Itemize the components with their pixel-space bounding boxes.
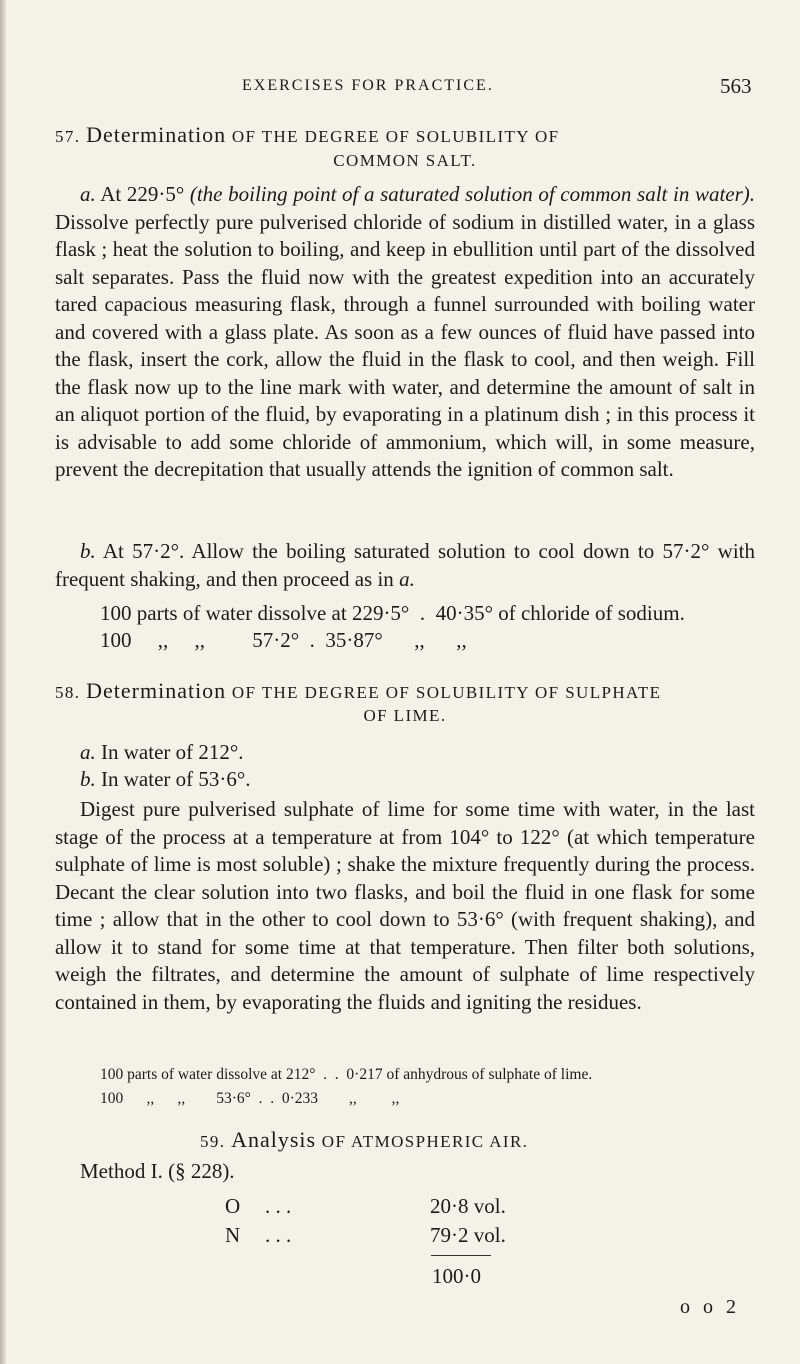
list-item [80, 767, 251, 792]
leader-dots: . . . [265, 1223, 292, 1247]
running-header [0, 74, 800, 104]
item-label: b. [80, 539, 96, 563]
leader-dots: . . . [265, 1194, 292, 1218]
section-57-paragraph-a [55, 181, 755, 484]
item-label: b. [80, 767, 96, 791]
italic-note: (the boiling point of a saturated solution of common salt in water). [189, 182, 756, 206]
result-line: 100 parts of water dissolve at 229·5° . 40·35° of chloride of sodium. [100, 601, 685, 625]
heading-text: OF ATMOSPHERIC AIR. [321, 1132, 529, 1151]
heading-text: OF THE DEGREE OF SOLUBILITY OF SULPHATE [231, 683, 662, 702]
header-title: EXERCISES FOR PRACTICE. [242, 77, 494, 94]
section-number: 57. [55, 127, 81, 146]
item-text: In water of 53·6°. [101, 767, 251, 791]
section-number: 58. [55, 683, 81, 702]
section-58-heading-line2: OF LIME. [363, 706, 447, 725]
result-line: 100 parts of water dissolve at 212° . . 0·217 of anhydrous of sulphate of lime. [100, 1066, 593, 1083]
page-number: 563 [720, 74, 752, 98]
heading-lead-word: Analysis [231, 1127, 317, 1152]
section-57-heading-line2: COMMON SALT. [333, 151, 477, 170]
section-57-heading [55, 122, 560, 148]
composition-row [225, 1223, 506, 1248]
composition-total: 100·0 [432, 1264, 481, 1288]
paragraph-text: Dissolve perfectly pure pulverised chloride of sodium in distilled water, in a glass flask ; heat the solution to boiling, and keep in ebullition until part of the dissolved salt separates. Pass the fluid now with the greatest expedition into an accurately tared capacious measuring flask, through a funnel surrounded with boiling water and covered with a glass plate. As soon as a few ounces of fluid have passed into the flask, insert the cork, allow the fluid in the flask to cool, and then weigh. Fill the flask now up to the line mark with water, and determine the amount of salt in an aliquot portion of the fluid, by evaporating in a platinum dish ; in this process it is advisable to add some chloride of ammonium, which will, in some measure, prevent the decrepitation that usually attends the ignition of common salt. [55, 209, 755, 481]
method-line: Method I. (§ 228). [80, 1159, 235, 1183]
section-number: 59. [200, 1132, 226, 1151]
result-line: 100 ,, ,, 53·6° . . 0·233 ,, ,, [100, 1090, 400, 1107]
section-58-body: Digest pure pulverised sulphate of lime for some time with water, in the last stage of the process at a temperature at from 104° to 122° (at which temperature sulphate of lime is most soluble) ; shake the mixture frequently during the process. Decant the clear solution into two flasks, and boil the fluid in one flask for some time ; allow that in the other to cool down to 53·6° (with frequent shaking), and allow it to stand for some time at that temperature. Then filter both solutions, weigh the filtrates, and determine the amount of sulphate of lime respectively contained in them, by evaporating the fluids and igniting the residues. [55, 797, 755, 1014]
section-59-heading [200, 1127, 528, 1153]
temperature: At 229·5° [100, 182, 185, 206]
signature-mark: o o 2 [680, 1296, 740, 1318]
composition-row [225, 1194, 506, 1219]
sum-rule [431, 1255, 491, 1256]
composition-value: 20·8 vol. [430, 1194, 506, 1218]
cross-reference: a. [399, 566, 415, 591]
result-line: 100 ,, ,, 57·2° . 35·87° ,, ,, [100, 628, 467, 652]
element-symbol: O [225, 1194, 241, 1218]
list-item [80, 740, 244, 765]
item-label: a. [80, 182, 96, 206]
page-spine-shadow [0, 0, 6, 1364]
heading-lead-word: Determination [86, 122, 227, 147]
section-57-paragraph-b [55, 538, 755, 593]
composition-value: 79·2 vol. [430, 1223, 506, 1247]
heading-text: OF THE DEGREE OF SOLUBILITY OF [231, 127, 560, 146]
heading-lead-word: Determination [86, 678, 227, 703]
element-symbol: N [225, 1223, 241, 1247]
item-label: a. [80, 740, 96, 764]
item-text: In water of 212°. [101, 740, 244, 764]
paragraph-text: At 57·2°. Allow the boiling saturated solution to cool down to 57·2° with frequent shaking, and then proceed as in [55, 539, 755, 591]
section-58-heading [55, 678, 661, 704]
